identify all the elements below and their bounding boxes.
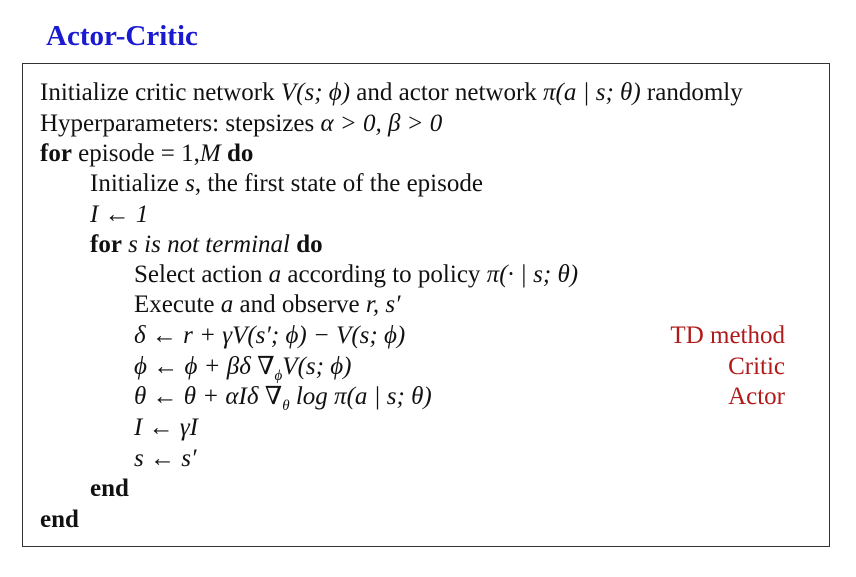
inner-do-keyword: do [296, 231, 323, 258]
init-state-line [90, 169, 483, 199]
select-mid: according to policy [287, 261, 481, 288]
state-var: s [185, 170, 195, 197]
episode-limit-var: M [199, 140, 221, 167]
actor-update-expr-b: log π(a | s; θ) [295, 383, 432, 410]
td-method-comment: TD method [670, 322, 785, 349]
select-prefix: Select action [134, 261, 263, 288]
episode-range-text: episode = 1, [78, 140, 200, 167]
for-keyword: for [40, 140, 72, 167]
init-state-prefix: Initialize [90, 170, 179, 197]
critic-update-expr-a: ϕ ← ϕ + βδ ∇ [134, 353, 275, 380]
hyper-prefix: Hyperparameters: stepsizes [40, 110, 315, 137]
critic-update-expr-b: V(s; ϕ) [282, 353, 352, 380]
td-error-expr: δ ← r + γV(s′; ϕ) − V(s; ϕ) [134, 322, 406, 349]
beta-constraint: β > 0 [387, 110, 443, 137]
policy-expr: π(· | s; θ) [486, 261, 579, 288]
critic-network-expr: V(s; ϕ) [280, 79, 351, 106]
outer-end-keyword: end [40, 506, 79, 533]
inner-for-keyword: for [90, 231, 122, 258]
execute-mid: and observe [239, 291, 360, 318]
do-keyword: do [226, 140, 254, 167]
inner-end-keyword: end [90, 475, 129, 502]
init-prefix: Initialize critic network [40, 79, 275, 106]
init-line [40, 78, 743, 108]
outer-loop-line [40, 139, 253, 169]
inner-loop-condition: s is not terminal [128, 231, 290, 258]
i-init-expr: I ← 1 [90, 201, 149, 228]
critic-grad-subscript: ϕ [274, 368, 283, 384]
init-state-suffix: , the first state of the episode [194, 170, 483, 197]
alpha-constraint: α > 0, [320, 110, 382, 137]
algorithm-box [22, 63, 830, 547]
select-action-line [134, 260, 578, 290]
inner-loop-line [90, 230, 323, 260]
actor-network-expr: π(a | s; θ) [543, 79, 641, 106]
i-update-expr: I ← γI [134, 414, 199, 441]
critic-comment: Critic [728, 353, 785, 380]
td-error-line [134, 321, 405, 351]
observation-vars: r, s′ [365, 291, 401, 318]
init-mid: and actor network [356, 79, 537, 106]
state-update-expr: s ← s′ [134, 445, 197, 472]
actor-update-expr-a: θ ← θ + αIδ ∇ [134, 383, 283, 410]
outer-end-line [40, 505, 79, 535]
actor-comment: Actor [728, 383, 785, 410]
hyperparameters-line [40, 109, 442, 139]
execute-prefix: Execute [134, 291, 215, 318]
execute-action-var: a [220, 291, 234, 318]
actor-grad-subscript: θ [282, 398, 290, 414]
init-suffix: randomly [646, 79, 743, 106]
state-update-line [134, 444, 196, 474]
action-var: a [268, 261, 282, 288]
i-update-line [134, 413, 198, 443]
critic-update-line [134, 352, 351, 382]
i-init-line [90, 200, 148, 230]
execute-line [134, 290, 401, 320]
algorithm-title: Actor-Critic [46, 20, 198, 52]
inner-end-line [90, 474, 129, 504]
actor-update-line [134, 382, 432, 412]
